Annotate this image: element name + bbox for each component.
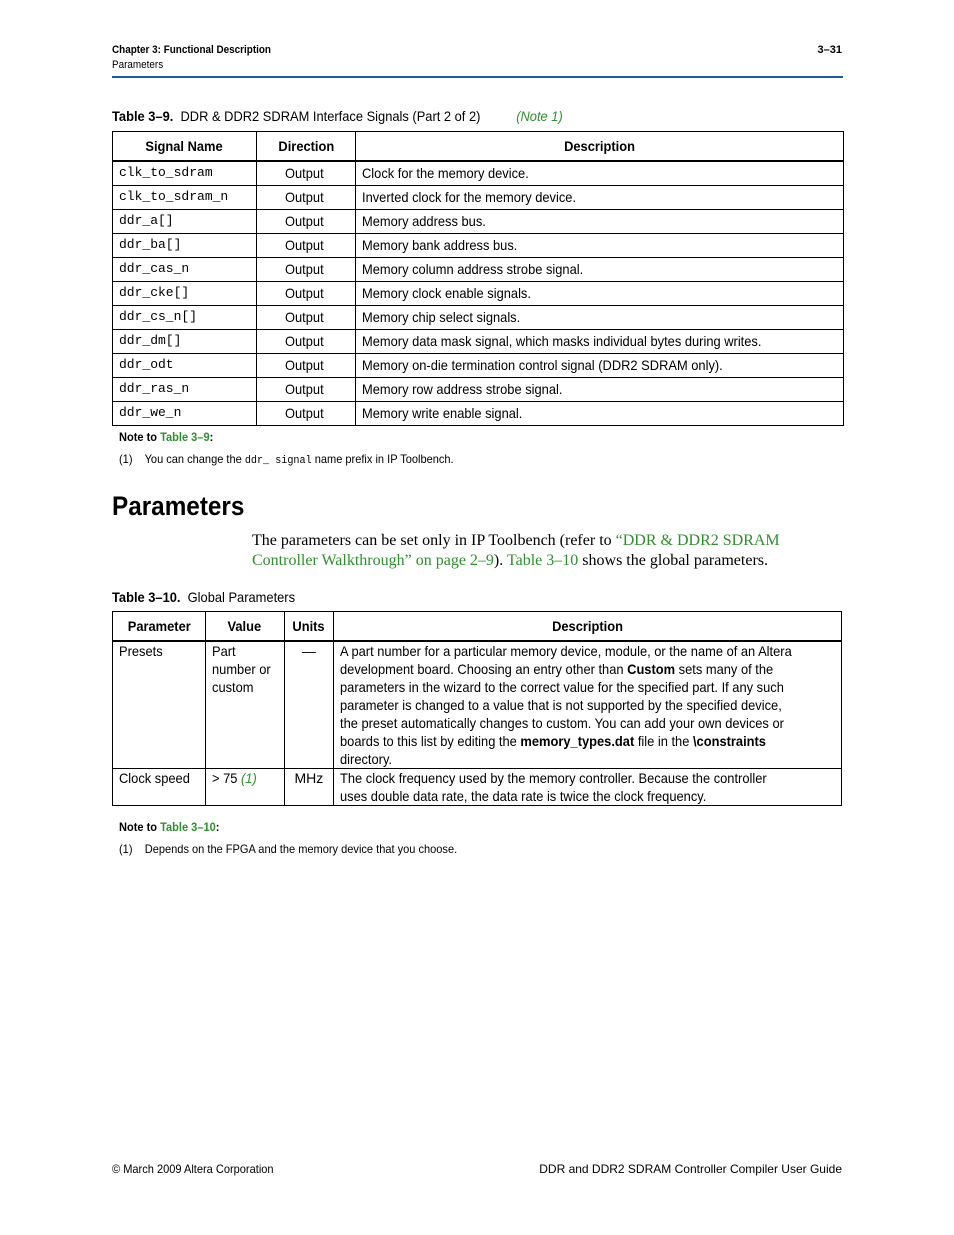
table-row xyxy=(113,402,844,426)
description-cell: Clock for the memory device. xyxy=(356,161,844,186)
table-header-row xyxy=(113,132,844,162)
column-header: Signal Name xyxy=(113,132,257,162)
table-row xyxy=(113,378,844,402)
signal-name-cell: ddr_odt xyxy=(113,354,257,378)
table-row xyxy=(113,258,844,282)
signal-name-cell: ddr_cas_n xyxy=(113,258,257,282)
table-row xyxy=(113,769,842,806)
column-header: Value xyxy=(205,612,284,642)
column-header: Parameter xyxy=(113,612,206,642)
footnote-number: (1) xyxy=(119,452,133,466)
footer-copyright: © March 2009 Altera Corporation xyxy=(112,1162,274,1176)
global-parameters-table xyxy=(112,611,842,806)
column-header: Units xyxy=(284,612,333,642)
table-caption-title: DDR & DDR2 SDRAM Interface Signals (Part 2 of 2) xyxy=(180,108,481,124)
signal-name-cell: ddr_ba[] xyxy=(113,234,257,258)
description-cell: The clock frequency used by the memory controller. Because the controller uses double data rate, the data rate is twice the clock frequency. xyxy=(333,769,841,806)
table-row xyxy=(113,234,844,258)
description-cell: Memory chip select signals. xyxy=(356,306,844,330)
table-caption-title: Global Parameters xyxy=(187,589,296,605)
signal-name-cell: ddr_cs_n[] xyxy=(113,306,257,330)
table-row xyxy=(113,641,842,769)
table-note-link[interactable]: Table 3–9 xyxy=(160,430,210,444)
description-cell: Memory on-die termination control signal (DDR2 SDRAM only). xyxy=(356,354,844,378)
section-heading: Parameters xyxy=(112,491,245,521)
direction-cell: Output xyxy=(256,402,356,426)
signal-name-cell: ddr_we_n xyxy=(113,402,257,426)
footnote-number: (1) xyxy=(119,842,133,856)
table-caption xyxy=(112,589,295,605)
direction-cell: Output xyxy=(256,330,356,354)
direction-cell: Output xyxy=(256,186,356,210)
signals-table xyxy=(112,131,844,426)
table-row xyxy=(113,161,844,186)
units-cell: MHz xyxy=(284,769,333,806)
description-cell: Memory data mask signal, which masks individual bytes during writes. xyxy=(356,330,844,354)
direction-cell: Output xyxy=(256,234,356,258)
table-row xyxy=(113,210,844,234)
column-header: Description xyxy=(333,612,841,642)
body-paragraph: The parameters can be set only in IP Toolbench (refer to “DDR & DDR2 SDRAM Controller Walkthrough” on page 2–9). Table 3–10 shows the global parameters. xyxy=(252,532,780,569)
parameter-cell: Presets xyxy=(113,641,206,769)
description-cell: Memory write enable signal. xyxy=(356,402,844,426)
description-cell: Memory address bus. xyxy=(356,210,844,234)
running-header-section: Parameters xyxy=(112,59,164,71)
signal-name-cell: ddr_ras_n xyxy=(113,378,257,402)
table-row xyxy=(113,330,844,354)
signal-name-cell: clk_to_sdram_n xyxy=(113,186,257,210)
direction-cell: Output xyxy=(256,378,356,402)
table-caption xyxy=(112,108,563,124)
table-note-link[interactable]: (Note 1) xyxy=(516,108,563,124)
parameter-cell: Clock speed xyxy=(113,769,206,806)
table-row xyxy=(113,306,844,330)
description-cell: Inverted clock for the memory device. xyxy=(356,186,844,210)
signal-name-cell: ddr_cke[] xyxy=(113,282,257,306)
running-header-chapter: Chapter 3: Functional Description xyxy=(112,44,271,56)
table-link[interactable]: Table 3–10 xyxy=(506,552,579,569)
description-cell: Memory bank address bus. xyxy=(356,234,844,258)
signal-name-cell: ddr_a[] xyxy=(113,210,257,234)
column-header: Direction xyxy=(256,132,356,162)
header-rule xyxy=(112,76,843,78)
table-note-heading: Note to Table 3–10: xyxy=(119,820,220,834)
value-cell: > 75 (1) xyxy=(205,769,284,806)
direction-cell: Output xyxy=(256,161,356,186)
direction-cell: Output xyxy=(256,306,356,330)
units-cell: — xyxy=(284,641,333,769)
footnote: (1) You can change the ddr_ signal name prefix in IP Toolbench. xyxy=(119,452,454,467)
code-text: ddr_ signal xyxy=(244,455,312,467)
table-note-heading: Note to Table 3–9: xyxy=(119,430,214,444)
description-cell: Memory row address strobe signal. xyxy=(356,378,844,402)
direction-cell: Output xyxy=(256,282,356,306)
table-note-link[interactable]: Table 3–10 xyxy=(160,820,216,834)
signal-name-cell: clk_to_sdram xyxy=(113,161,257,186)
walkthrough-link[interactable]: “DDR & DDR2 SDRAM Controller Walkthrough” on page 2–9 xyxy=(252,532,780,569)
table-row xyxy=(113,354,844,378)
direction-cell: Output xyxy=(256,258,356,282)
footnote: (1) Depends on the FPGA and the memory device that you choose. xyxy=(119,842,458,856)
value-cell: Part number or custom xyxy=(205,641,284,769)
signal-name-cell: ddr_dm[] xyxy=(113,330,257,354)
column-header: Description xyxy=(356,132,844,162)
description-cell: Memory clock enable signals. xyxy=(356,282,844,306)
description-cell: Memory column address strobe signal. xyxy=(356,258,844,282)
description-cell: A part number for a particular memory device, module, or the name of an Altera development board. Choosing an entry other than Custom sets many of the parameters in the wizard to the correct value for the specified part. If any such parameter is changed to a value that is not supported by the specified device, the preset automatically changes to custom. You can add your own devices or boards to this list by editing the memory_types.dat file in the \constraints directory. xyxy=(333,641,841,769)
table-header-row xyxy=(113,612,842,642)
direction-cell: Output xyxy=(256,354,356,378)
table-caption-label: Table 3–9. xyxy=(112,108,174,124)
table-caption-label: Table 3–10. xyxy=(112,589,181,605)
table-row xyxy=(113,186,844,210)
page-number: 3–31 xyxy=(817,44,842,56)
value-note-link[interactable]: (1) xyxy=(240,770,257,786)
table-row xyxy=(113,282,844,306)
footer-title: DDR and DDR2 SDRAM Controller Compiler User Guide xyxy=(539,1162,842,1176)
direction-cell: Output xyxy=(256,210,356,234)
